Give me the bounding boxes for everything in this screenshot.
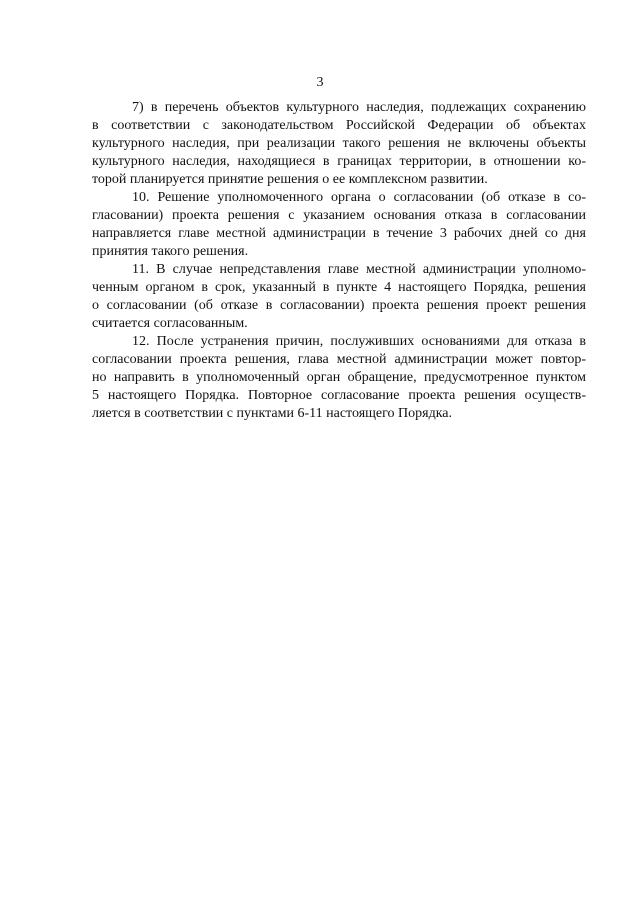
- text-line: культурного наследия, находящиеся в границах территории, в отношении ко-: [92, 154, 586, 169]
- text-line: в соответствии с законодательством Российской Федерации об объектах: [92, 118, 586, 133]
- paragraph-item-12: [92, 333, 586, 423]
- text-line: 11. В случае непредставления главе местной администрации уполномо-: [132, 262, 586, 277]
- paragraph-item-7: [92, 99, 586, 189]
- text-line: 10. Решение уполномоченного органа о согласовании (об отказе в со-: [132, 190, 586, 205]
- text-line: направляется главе местной администрации в течение 3 рабочих дней со дня: [92, 226, 586, 241]
- text-line: но направить в уполномоченный орган обращение, предусмотренное пунктом: [92, 370, 586, 385]
- text-line: 5 настоящего Порядка. Повторное согласование проекта решения осуществ-: [92, 388, 586, 403]
- paragraph-item-11: [92, 261, 586, 333]
- text-line: 12. После устранения причин, послуживших основаниями для отказа в: [132, 334, 586, 349]
- text-line: о согласовании (об отказе в согласовании) проекта решения проект решения: [92, 298, 586, 313]
- text-line: 7) в перечень объектов культурного наследия, подлежащих сохранению: [132, 100, 586, 115]
- text-line: гласовании) проекта решения с указанием основания отказа в согласовании: [92, 208, 586, 223]
- text-line: считается согласованным.: [92, 316, 248, 331]
- text-line: принятия такого решения.: [92, 244, 249, 259]
- text-line: ченным органом в срок, указанный в пункте 4 настоящего Порядка, решения: [92, 280, 586, 295]
- paragraph-item-10: [92, 189, 586, 261]
- page-number: 3: [316, 75, 324, 90]
- text-line: торой планируется принятие решения о ее комплексном развитии.: [92, 172, 488, 187]
- text-line: согласовании проекта решения, глава местной администрации может повтор-: [92, 352, 586, 367]
- text-line: ляется в соответствии с пунктами 6-11 настоящего Порядка.: [92, 406, 453, 421]
- document-body: [92, 99, 586, 423]
- text-line: культурного наследия, при реализации такого решения не включены объекты: [92, 136, 586, 151]
